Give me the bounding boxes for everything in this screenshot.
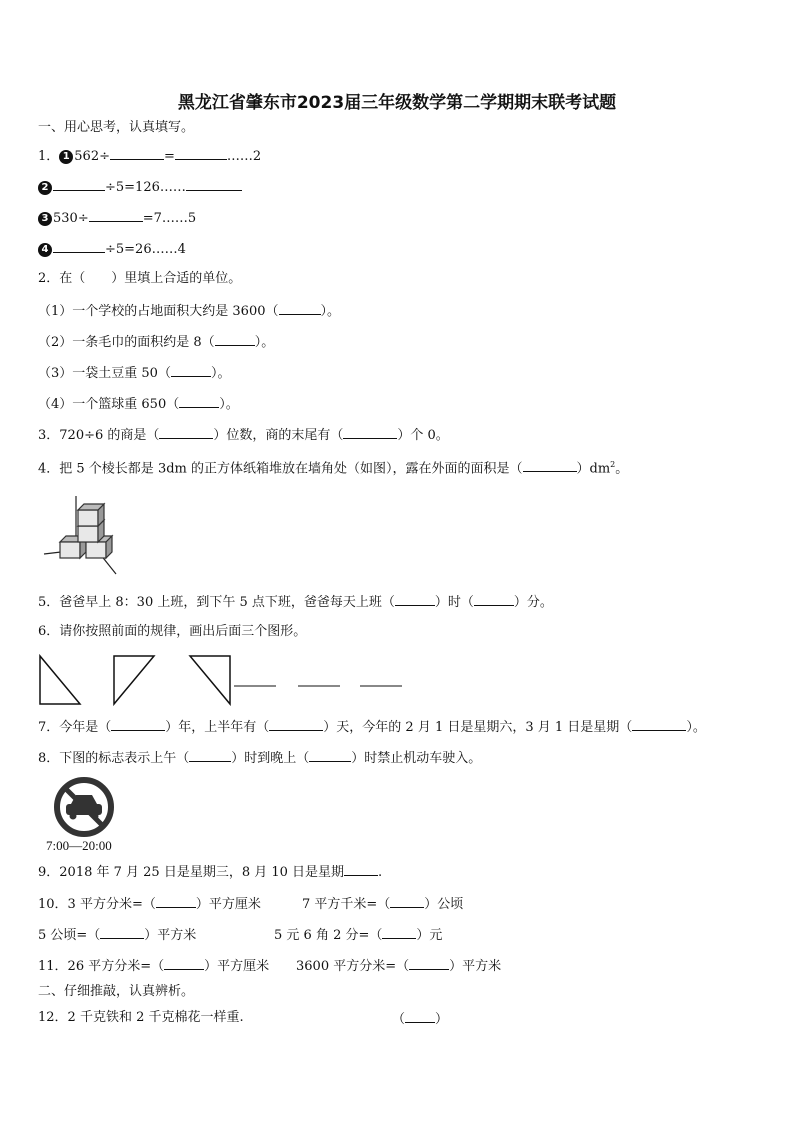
q1-1-pre: 562÷: [74, 149, 110, 164]
answer-blank[interactable]: [279, 301, 321, 315]
q12: 12．2 千克铁和 2 千克棉花一样重.: [38, 1010, 244, 1025]
stacked-cubes-figure: [40, 492, 130, 578]
circled-number-icon: 3: [38, 212, 52, 226]
triangle-pattern-figure: [36, 652, 416, 710]
q11-b-part: [296, 956, 501, 976]
q2-4-pre: （4）一个篮球重 650（: [38, 397, 180, 412]
q1-number: 1．: [38, 149, 60, 164]
no-motor-vehicle-sign-icon: [52, 776, 116, 838]
q5: [38, 592, 553, 612]
q1-item-2: [38, 177, 242, 197]
answer-blank[interactable]: [179, 394, 219, 408]
page-title: 黑龙江省肇东市2023届三年级数学第二学期期末联考试题: [177, 93, 617, 113]
q2-item-1: [38, 301, 340, 321]
q7: [38, 717, 706, 737]
q8-c: ）时禁止机动车驶入。: [351, 751, 482, 766]
q11: [38, 956, 269, 976]
answer-blank[interactable]: [89, 208, 143, 222]
answer-blank[interactable]: [382, 925, 416, 939]
answer-blank[interactable]: [111, 717, 165, 731]
answer-blank[interactable]: [409, 956, 449, 970]
q10-e: 5 公顷=（: [38, 928, 101, 943]
circled-number-icon: 2: [38, 181, 52, 195]
answer-blank[interactable]: [343, 425, 397, 439]
q6: 6．请你按照前面的规律，画出后面三个图形。: [38, 624, 307, 639]
q2-item-3: [38, 363, 230, 383]
q1-3-pre: 530÷: [53, 211, 89, 226]
answer-blank[interactable]: [186, 177, 242, 191]
section-2-heading: 二、仔细推敲，认真辨析。: [38, 984, 195, 999]
q4-c: 。: [615, 461, 629, 477]
q11-c: 3600 平方分米=（: [296, 959, 410, 974]
answer-blank[interactable]: [309, 748, 351, 762]
q4-superscript: 2: [610, 460, 616, 469]
answer-blank[interactable]: [523, 458, 577, 472]
q1-3-mid: =7……5: [142, 211, 197, 226]
answer-blank[interactable]: [390, 894, 424, 908]
answer-blank[interactable]: [395, 592, 435, 606]
q2-3-post: ）。: [210, 366, 231, 381]
answer-blank[interactable]: [110, 146, 164, 160]
q2-stem: 2．在（ ）里填上合适的单位。: [38, 271, 242, 286]
q8-b: ）时到晚上（: [231, 751, 310, 766]
q1-4-mid: ÷5=26……4: [105, 242, 186, 257]
sign-time-caption: 7:00—20:00: [46, 838, 112, 853]
q7-d: ）。: [686, 720, 706, 735]
answer-blank[interactable]: [156, 894, 196, 908]
q1-item-3: [38, 208, 196, 228]
q8: [38, 748, 481, 768]
q10-row-1: [38, 894, 261, 914]
q9: [38, 862, 382, 882]
answer-blank[interactable]: [405, 1009, 435, 1023]
q4-a: 4．把 5 个棱长都是 3dm 的正方体纸箱堆放在墙角处（如图），露在外面的面积是（: [38, 461, 523, 477]
answer-blank[interactable]: [344, 862, 378, 876]
q4: [38, 456, 628, 478]
q10-c: 7 平方千米=（: [302, 897, 391, 912]
q2-2-post: ）。: [254, 335, 275, 350]
section-1-heading: 一、用心思考，认真填写。: [38, 120, 195, 135]
answer-blank[interactable]: [632, 717, 686, 731]
q7-c: ）天，今年的 2 月 1 日是星期六，3 月 1 日是星期（: [323, 720, 633, 735]
q2-item-4: [38, 394, 239, 414]
q9-b: .: [378, 865, 383, 880]
q3-c: ）个 0。: [397, 428, 449, 443]
q2-4-post: ）。: [219, 397, 239, 412]
q10-g: 5 元 6 角 2 分=（: [274, 928, 383, 943]
q9-a: 9．2018 年 7 月 25 日是星期三，8 月 10 日是星期: [38, 865, 345, 880]
q1-1-mid: =: [164, 149, 175, 164]
q3: [38, 425, 449, 445]
q5-c: ）分。: [513, 595, 553, 610]
q1-2-mid: ÷5=126……: [105, 180, 186, 195]
q11-b: ）平方厘米: [204, 959, 270, 974]
q5-b: ）时（: [434, 595, 474, 610]
q10-h: ）元: [416, 928, 443, 943]
q10-a: 10．3 平方分米=（: [38, 897, 156, 912]
q3-b: ）位数，商的末尾有（: [213, 428, 344, 443]
q2-3-pre: （3）一袋土豆重 50（: [38, 366, 171, 381]
q2-item-2: [38, 332, 274, 352]
circled-number-icon: 4: [38, 243, 52, 257]
answer-blank[interactable]: [53, 177, 105, 191]
answer-blank[interactable]: [269, 717, 323, 731]
q1-1-post: ……2: [226, 149, 262, 164]
q4-b: ）dm: [576, 461, 611, 477]
q10-d: ）公顷: [424, 897, 464, 912]
q1-item-4: [38, 239, 186, 259]
q8-a: 8．下图的标志表示上午（: [38, 751, 190, 766]
q10-b: ）平方厘米: [195, 897, 261, 912]
q2-2-pre: （2）一条毛巾的面积约是 8（: [38, 335, 215, 350]
answer-blank[interactable]: [474, 592, 514, 606]
q11-a: 11．26 平方分米=（: [38, 959, 165, 974]
q2-1-pre: （1）一个学校的占地面积大约是 3600（: [38, 304, 279, 319]
q10-row-2: [38, 925, 196, 945]
q2-1-post: ）。: [320, 304, 341, 319]
q12-open-paren: （: [392, 1012, 406, 1027]
q12-judgement: [392, 1009, 448, 1029]
answer-blank[interactable]: [215, 332, 255, 346]
q7-a: 7．今年是（: [38, 720, 112, 735]
answer-blank[interactable]: [175, 146, 227, 160]
q3-a: 3．720÷6 的商是（: [38, 428, 160, 443]
answer-blank[interactable]: [100, 925, 144, 939]
circled-number-icon: 1: [59, 150, 73, 164]
q5-a: 5．爸爸早上 8：30 上班，到下午 5 点下班，爸爸每天上班（: [38, 595, 395, 610]
q10-row-1b: [302, 894, 463, 914]
answer-blank[interactable]: [53, 239, 105, 253]
q10-row-2b: [274, 925, 442, 945]
answer-blank[interactable]: [159, 425, 213, 439]
answer-blank[interactable]: [171, 363, 211, 377]
q1-item-1: [38, 146, 261, 166]
q12-close-paren: ）: [435, 1012, 449, 1027]
q7-b: ）年，上半年有（: [165, 720, 270, 735]
q11-d: ）平方米: [449, 959, 502, 974]
answer-blank[interactable]: [189, 748, 231, 762]
answer-blank[interactable]: [164, 956, 204, 970]
q10-f: ）平方米: [144, 928, 197, 943]
